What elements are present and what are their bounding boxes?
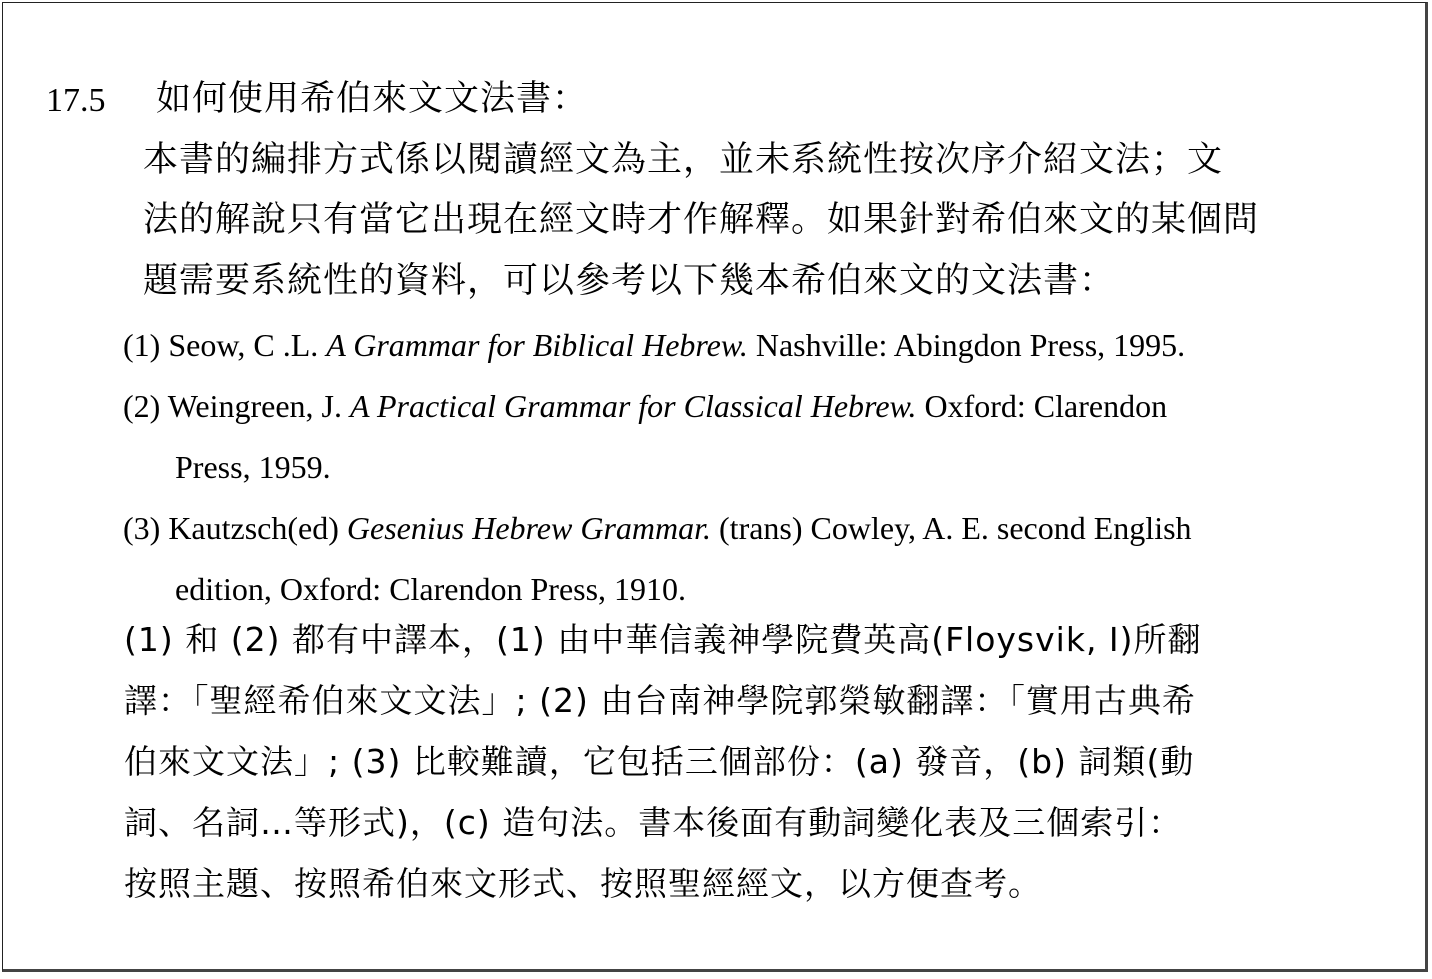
- reference-author: Weingreen, J.: [167, 388, 342, 424]
- reference-author: Seow, C .L.: [168, 327, 319, 363]
- reference-marker: (3): [123, 510, 161, 546]
- reference-item: [123, 390, 1167, 422]
- reference-marker: (2): [123, 388, 161, 424]
- reference-continuation: edition, Oxford: Clarendon Press, 1910.: [175, 571, 687, 607]
- section-title: 如何使用希伯來文文法書：: [156, 79, 589, 119]
- reference-title: A Practical Grammar for Classical Hebrew.: [349, 388, 917, 424]
- reference-publication: Nashville: Abingdon Press, 1995.: [755, 327, 1186, 363]
- intro-line: 本書的編排方式係以閱讀經文為主，並未系統性按次序介紹文法；文: [143, 140, 1224, 180]
- closing-line: 譯：「聖經希伯來文文法」; (2) 由台南神學院郭榮敏翻譯：「實用古典希: [124, 681, 1196, 720]
- reference-publication: Oxford: Clarendon: [924, 388, 1168, 424]
- closing-line: 詞、名詞…等形式)，(c) 造句法。書本後面有動詞變化表及三個索引：: [124, 803, 1183, 842]
- closing-line: 按照主題、按照希伯來文形式、按照聖經經文，以方便查考。: [124, 864, 1042, 903]
- reference-author: Kautzsch(ed): [168, 510, 339, 546]
- reference-marker: (1): [123, 327, 161, 363]
- reference-title: Gesenius Hebrew Grammar.: [346, 510, 712, 546]
- intro-line: 題需要系統性的資料，可以參考以下幾本希伯來文的文法書：: [143, 261, 1116, 301]
- closing-line: 伯來文文法」; (3) 比較難讀，它包括三個部份：(a) 發音，(b) 詞類(動: [124, 742, 1195, 781]
- reference-item: [123, 329, 1185, 361]
- reference-item: [123, 512, 1192, 544]
- section-number: 17.5: [46, 82, 106, 119]
- closing-line: (1) 和 (2) 都有中譯本，(1) 由中華信義神學院費英高(Floysvik, I)所翻: [124, 620, 1202, 659]
- reference-continuation: Press, 1959.: [175, 449, 331, 485]
- intro-line: 法的解說只有當它出現在經文時才作解釋。如果針對希伯來文的某個問: [143, 200, 1260, 240]
- reference-publication: (trans) Cowley, A. E. second English: [719, 510, 1192, 546]
- reference-title: A Grammar for Biblical Hebrew.: [326, 327, 748, 363]
